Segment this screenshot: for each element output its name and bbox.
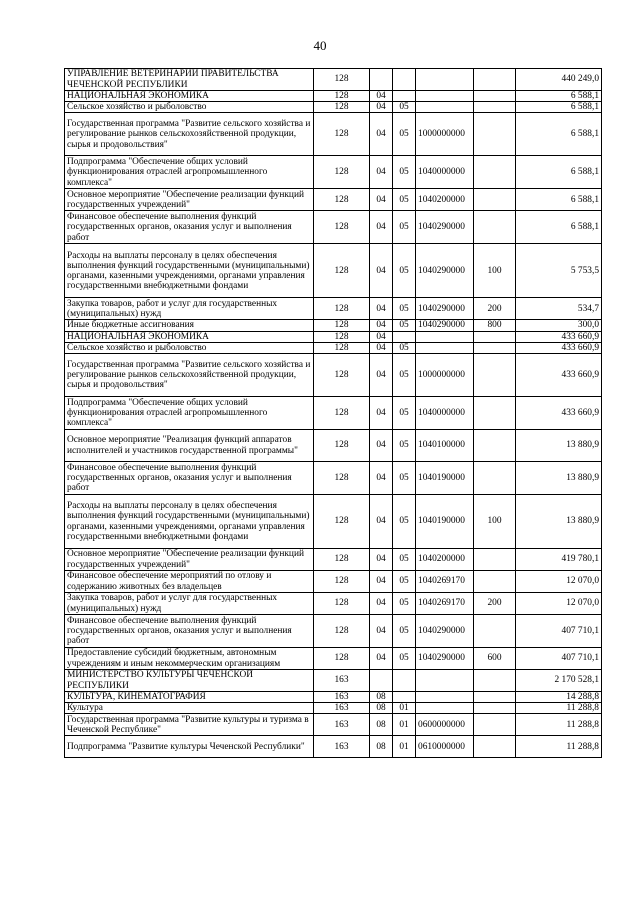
- table-row: [65, 495, 602, 549]
- section-code: 04: [370, 342, 393, 353]
- table-row: [65, 593, 602, 615]
- ministry-code: 163: [314, 703, 370, 714]
- budget-item-name: Основное мероприятие "Реализация функций аппаратов исполнителей и участников государственной программы": [65, 430, 314, 462]
- amount-value: 5 753,5: [516, 244, 602, 298]
- ministry-code: 128: [314, 211, 370, 244]
- expense-type-code: [474, 430, 516, 462]
- ministry-code: 128: [314, 571, 370, 593]
- expense-type-code: [474, 670, 516, 692]
- target-article-code: [416, 703, 474, 714]
- section-code: [370, 69, 393, 91]
- budget-item-name: Расходы на выплаты персоналу в целях обеспечения выполнения функций государственными (муниципальными) органами, казенными учреждениями, органами управления государственными внебюджетными фондами: [65, 244, 314, 298]
- expense-type-code: [474, 113, 516, 156]
- target-article-code: 0610000000: [416, 736, 474, 758]
- budget-item-name: КУЛЬТУРА, КИНЕМАТОГРАФИЯ: [65, 692, 314, 703]
- target-article-code: 1040100000: [416, 430, 474, 462]
- ministry-code: 128: [314, 593, 370, 615]
- expense-type-code: [474, 102, 516, 113]
- expense-type-code: 200: [474, 593, 516, 615]
- expense-type-code: [474, 736, 516, 758]
- budget-item-name: Культура: [65, 703, 314, 714]
- subsection-code: 01: [393, 736, 416, 758]
- subsection-code: 05: [393, 156, 416, 189]
- subsection-code: [393, 331, 416, 342]
- budget-item-name: Предоставление субсидий бюджетным, автономным учреждениям и иным некоммерческим организациям: [65, 648, 314, 670]
- section-code: 04: [370, 156, 393, 189]
- subsection-code: 05: [393, 549, 416, 571]
- table-row: [65, 91, 602, 102]
- table-row: [65, 102, 602, 113]
- target-article-code: 1040290000: [416, 320, 474, 331]
- section-code: 04: [370, 615, 393, 648]
- ministry-code: 128: [314, 615, 370, 648]
- target-article-code: 1040000000: [416, 156, 474, 189]
- ministry-code: 128: [314, 648, 370, 670]
- subsection-code: 05: [393, 648, 416, 670]
- section-code: 04: [370, 211, 393, 244]
- table-row: [65, 354, 602, 397]
- budget-item-name: МИНИСТЕРСТВО КУЛЬТУРЫ ЧЕЧЕНСКОЙ РЕСПУБЛИКИ: [65, 670, 314, 692]
- section-code: 04: [370, 549, 393, 571]
- target-article-code: 1040290000: [416, 244, 474, 298]
- target-article-code: [416, 102, 474, 113]
- target-article-code: 1000000000: [416, 113, 474, 156]
- section-code: 04: [370, 495, 393, 549]
- section-code: 08: [370, 714, 393, 736]
- expense-type-code: [474, 397, 516, 430]
- budget-item-name: Финансовое обеспечение выполнения функций государственных органов, оказания услуг и выполнения работ: [65, 615, 314, 648]
- subsection-code: 05: [393, 113, 416, 156]
- table-row: [65, 703, 602, 714]
- amount-value: 6 588,1: [516, 102, 602, 113]
- budget-table-body: [65, 69, 602, 758]
- expense-type-code: [474, 462, 516, 495]
- subsection-code: 05: [393, 102, 416, 113]
- target-article-code: 1040290000: [416, 211, 474, 244]
- budget-item-name: Расходы на выплаты персоналу в целях обеспечения выполнения функций государственными (муниципальными) органами, казенными учреждениями, органами управления государственными внебюджетными фондами: [65, 495, 314, 549]
- expense-type-code: [474, 342, 516, 353]
- ministry-code: 163: [314, 714, 370, 736]
- section-code: 04: [370, 648, 393, 670]
- table-row: [65, 714, 602, 736]
- expense-type-code: [474, 549, 516, 571]
- section-code: 04: [370, 462, 393, 495]
- section-code: 08: [370, 692, 393, 703]
- ministry-code: 128: [314, 495, 370, 549]
- budget-item-name: Финансовое обеспечение выполнения функций государственных органов, оказания услуг и выполнения работ: [65, 211, 314, 244]
- ministry-code: 128: [314, 69, 370, 91]
- table-row: [65, 549, 602, 571]
- amount-value: 433 660,9: [516, 342, 602, 353]
- amount-value: 11 288,8: [516, 736, 602, 758]
- expense-type-code: [474, 571, 516, 593]
- section-code: 04: [370, 113, 393, 156]
- target-article-code: [416, 69, 474, 91]
- target-article-code: 1040290000: [416, 648, 474, 670]
- table-row: [65, 571, 602, 593]
- subsection-code: [393, 670, 416, 692]
- amount-value: 12 070,0: [516, 571, 602, 593]
- budget-item-name: Сельское хозяйство и рыболовство: [65, 102, 314, 113]
- subsection-code: 01: [393, 703, 416, 714]
- expense-type-code: [474, 91, 516, 102]
- budget-item-name: Финансовое обеспечение мероприятий по отлову и содержанию животных без владельцев: [65, 571, 314, 593]
- table-row: [65, 615, 602, 648]
- ministry-code: 128: [314, 549, 370, 571]
- target-article-code: [416, 342, 474, 353]
- subsection-code: 01: [393, 714, 416, 736]
- subsection-code: 05: [393, 593, 416, 615]
- amount-value: 11 288,8: [516, 714, 602, 736]
- ministry-code: 128: [314, 331, 370, 342]
- amount-value: 13 880,9: [516, 430, 602, 462]
- amount-value: 14 288,8: [516, 692, 602, 703]
- target-article-code: 1040290000: [416, 298, 474, 320]
- expense-type-code: [474, 615, 516, 648]
- target-article-code: 1040190000: [416, 462, 474, 495]
- amount-value: 419 780,1: [516, 549, 602, 571]
- ministry-code: 128: [314, 113, 370, 156]
- expense-type-code: [474, 211, 516, 244]
- budget-item-name: УПРАВЛЕНИЕ ВЕТЕРИНАРИИ ПРАВИТЕЛЬСТВА ЧЕЧЕНСКОЙ РЕСПУБЛИКИ: [65, 69, 314, 91]
- section-code: 08: [370, 736, 393, 758]
- expense-type-code: [474, 189, 516, 211]
- target-article-code: 1040190000: [416, 495, 474, 549]
- budget-item-name: Основное мероприятие "Обеспечение реализации функций государственных учреждений": [65, 189, 314, 211]
- subsection-code: 05: [393, 342, 416, 353]
- ministry-code: 128: [314, 462, 370, 495]
- section-code: 04: [370, 244, 393, 298]
- table-row: [65, 736, 602, 758]
- ministry-code: 128: [314, 298, 370, 320]
- budget-item-name: Сельское хозяйство и рыболовство: [65, 342, 314, 353]
- section-code: 04: [370, 320, 393, 331]
- expense-type-code: 800: [474, 320, 516, 331]
- budget-item-name: Иные бюджетные ассигнования: [65, 320, 314, 331]
- subsection-code: [393, 692, 416, 703]
- expense-type-code: [474, 703, 516, 714]
- target-article-code: 1040200000: [416, 189, 474, 211]
- amount-value: 407 710,1: [516, 615, 602, 648]
- amount-value: 12 070,0: [516, 593, 602, 615]
- ministry-code: 163: [314, 736, 370, 758]
- expense-type-code: [474, 331, 516, 342]
- budget-item-name: Подпрограмма "Развитие культуры Чеченской Республики": [65, 736, 314, 758]
- subsection-code: [393, 69, 416, 91]
- budget-item-name: Финансовое обеспечение выполнения функций государственных органов, оказания услуг и выполнения работ: [65, 462, 314, 495]
- table-row: [65, 342, 602, 353]
- budget-item-name: Государственная программа "Развитие сельского хозяйства и регулирование рынков сельскохозяйственной продукции, сырья и продовольствия": [65, 113, 314, 156]
- budget-item-name: Подпрограмма "Обеспечение общих условий функционирования отраслей агропромышленного комплекса": [65, 397, 314, 430]
- table-row: [65, 244, 602, 298]
- amount-value: 440 249,0: [516, 69, 602, 91]
- section-code: 04: [370, 354, 393, 397]
- section-code: 04: [370, 593, 393, 615]
- table-row: [65, 211, 602, 244]
- section-code: 08: [370, 703, 393, 714]
- section-code: 04: [370, 189, 393, 211]
- ministry-code: 128: [314, 244, 370, 298]
- ministry-code: 128: [314, 320, 370, 331]
- amount-value: 6 588,1: [516, 113, 602, 156]
- table-row: [65, 670, 602, 692]
- expense-type-code: [474, 714, 516, 736]
- section-code: 04: [370, 397, 393, 430]
- target-article-code: [416, 91, 474, 102]
- section-code: 04: [370, 430, 393, 462]
- table-row: [65, 320, 602, 331]
- budget-item-name: Государственная программа "Развитие сельского хозяйства и регулирование рынков сельскохозяйственной продукции, сырья и продовольствия": [65, 354, 314, 397]
- subsection-code: 05: [393, 298, 416, 320]
- section-code: 04: [370, 331, 393, 342]
- expense-type-code: 600: [474, 648, 516, 670]
- section-code: 04: [370, 298, 393, 320]
- section-code: 04: [370, 571, 393, 593]
- section-code: 04: [370, 102, 393, 113]
- amount-value: 6 588,1: [516, 211, 602, 244]
- subsection-code: 05: [393, 397, 416, 430]
- amount-value: 11 288,8: [516, 703, 602, 714]
- target-article-code: 1040000000: [416, 397, 474, 430]
- amount-value: 433 660,9: [516, 397, 602, 430]
- section-code: [370, 670, 393, 692]
- amount-value: 433 660,9: [516, 331, 602, 342]
- subsection-code: 05: [393, 354, 416, 397]
- expense-type-code: [474, 69, 516, 91]
- expense-type-code: [474, 692, 516, 703]
- ministry-code: 163: [314, 692, 370, 703]
- budget-item-name: Закупка товаров, работ и услуг для государственных (муниципальных) нужд: [65, 593, 314, 615]
- subsection-code: [393, 91, 416, 102]
- ministry-code: 128: [314, 342, 370, 353]
- budget-item-name: НАЦИОНАЛЬНАЯ ЭКОНОМИКА: [65, 331, 314, 342]
- target-article-code: 1000000000: [416, 354, 474, 397]
- target-article-code: 1040290000: [416, 615, 474, 648]
- subsection-code: 05: [393, 320, 416, 331]
- ministry-code: 163: [314, 670, 370, 692]
- target-article-code: [416, 670, 474, 692]
- table-row: [65, 397, 602, 430]
- budget-item-name: Подпрограмма "Обеспечение общих условий функционирования отраслей агропромышленного комплекса": [65, 156, 314, 189]
- table-row: [65, 462, 602, 495]
- target-article-code: 1040269170: [416, 571, 474, 593]
- target-article-code: 0600000000: [416, 714, 474, 736]
- expense-type-code: [474, 354, 516, 397]
- section-code: 04: [370, 91, 393, 102]
- budget-item-name: Основное мероприятие "Обеспечение реализации функций государственных учреждений": [65, 549, 314, 571]
- amount-value: 433 660,9: [516, 354, 602, 397]
- ministry-code: 128: [314, 156, 370, 189]
- subsection-code: 05: [393, 462, 416, 495]
- ministry-code: 128: [314, 189, 370, 211]
- amount-value: 6 588,1: [516, 189, 602, 211]
- amount-value: 13 880,9: [516, 495, 602, 549]
- expense-type-code: 100: [474, 495, 516, 549]
- subsection-code: 05: [393, 571, 416, 593]
- ministry-code: 128: [314, 354, 370, 397]
- target-article-code: [416, 692, 474, 703]
- amount-value: 6 588,1: [516, 156, 602, 189]
- expense-type-code: 100: [474, 244, 516, 298]
- amount-value: 6 588,1: [516, 91, 602, 102]
- amount-value: 534,7: [516, 298, 602, 320]
- table-row: [65, 648, 602, 670]
- table-row: [65, 189, 602, 211]
- page-number: 40: [313, 38, 327, 53]
- budget-item-name: Государственная программа "Развитие культуры и туризма в Чеченской Республике": [65, 714, 314, 736]
- target-article-code: [416, 331, 474, 342]
- subsection-code: 05: [393, 244, 416, 298]
- amount-value: 13 880,9: [516, 462, 602, 495]
- table-row: [65, 692, 602, 703]
- amount-value: 407 710,1: [516, 648, 602, 670]
- amount-value: 2 170 528,1: [516, 670, 602, 692]
- ministry-code: 128: [314, 430, 370, 462]
- subsection-code: 05: [393, 189, 416, 211]
- target-article-code: 1040200000: [416, 549, 474, 571]
- ministry-code: 128: [314, 102, 370, 113]
- table-row: [65, 298, 602, 320]
- subsection-code: 05: [393, 211, 416, 244]
- subsection-code: 05: [393, 430, 416, 462]
- amount-value: 300,0: [516, 320, 602, 331]
- subsection-code: 05: [393, 495, 416, 549]
- ministry-code: 128: [314, 397, 370, 430]
- expense-type-code: 200: [474, 298, 516, 320]
- table-row: [65, 331, 602, 342]
- table-row: [65, 69, 602, 91]
- expense-type-code: [474, 156, 516, 189]
- target-article-code: 1040269170: [416, 593, 474, 615]
- table-row: [65, 430, 602, 462]
- ministry-code: 128: [314, 91, 370, 102]
- budget-table: [64, 68, 602, 758]
- table-row: [65, 113, 602, 156]
- budget-item-name: Закупка товаров, работ и услуг для государственных (муниципальных) нужд: [65, 298, 314, 320]
- subsection-code: 05: [393, 615, 416, 648]
- budget-item-name: НАЦИОНАЛЬНАЯ ЭКОНОМИКА: [65, 91, 314, 102]
- table-row: [65, 156, 602, 189]
